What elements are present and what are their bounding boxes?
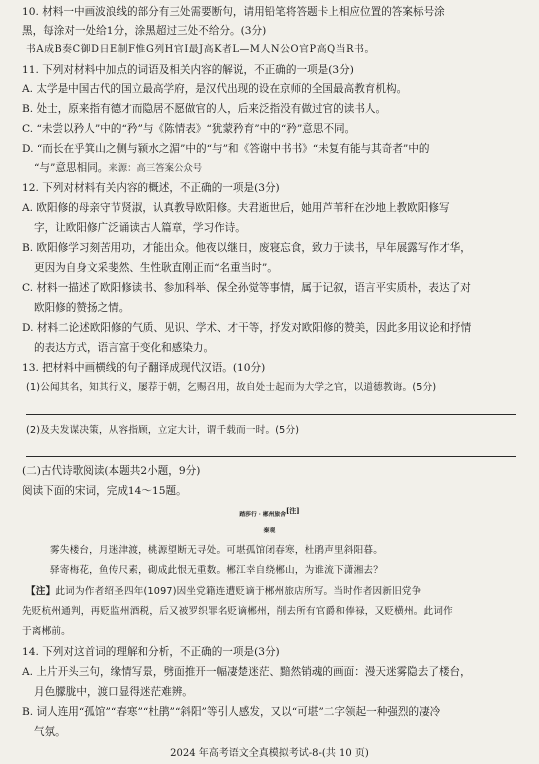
q10-stem-line1: 10. 材料一中画波浪线的部分有三处需要断句，请用铅笔将答题卡上相应位置的答案标号涂 xyxy=(22,6,445,18)
q11-option-d-line1: D. “而长在乎箕山之侧与颍水之湄”中的“与”和《答谢中书书》“未复有能与其奇者”中的 xyxy=(22,143,430,155)
q11-option-d-text: “与”意思相同。 xyxy=(34,162,109,174)
q10-stem-line2: 黑，每涂对一处给1分，涂黑超过三处不给分。(3分) xyxy=(22,25,267,37)
poem-title-note-mark: [注] xyxy=(286,506,300,515)
answer-line-1 xyxy=(26,414,516,415)
q14-option-a-line2: 月色朦胧中，渡口显得迷茫难辨。 xyxy=(34,686,193,698)
q14-option-b-line2: 气氛。 xyxy=(34,726,66,738)
page-footer: 2024 年高考语文全真模拟考试-8-(共 10 页) xyxy=(170,748,369,759)
poem-line-1: 雾失楼台，月迷津渡，桃源望断无寻处。可堪孤馆闭春寒，杜鹃声里斜阳暮。 xyxy=(50,545,383,556)
poem-line-2: 驿寄梅花，鱼传尺素，砌成此恨无重数。郴江幸自绕郴山，为谁流下潇湘去？ xyxy=(50,565,383,576)
q12-option-a-line1: A. 欧阳修的母亲守节贤淑，认真教导欧阳修。夫君逝世后，她用芦苇秆在沙地上教欧阳修写 xyxy=(22,202,450,214)
q12-option-a-line2: 字，让欧阳修广泛诵读古人篇章，学习作诗。 xyxy=(34,222,246,234)
poem-author: 秦观 xyxy=(263,528,276,534)
answer-line-2 xyxy=(26,456,516,457)
q11-stem: 11. 下列对材料中加点的词语及相关内容的解说，不正确的一项是(3分) xyxy=(22,64,354,76)
poem-note-line-1 xyxy=(26,585,421,599)
q13-sentence-1: (1)公闻其名，知其行义，屡荐于朝，乞赐召用，故自处士起而为大学之官，以道德教诲。(5分) xyxy=(26,382,437,393)
q14-stem: 14. 下列对这首词的理解和分析，不正确的一项是(3分) xyxy=(22,646,280,658)
q11-option-b: B. 处士，原来指有德才而隐居不愿做官的人，后来泛指没有做过官的读书人。 xyxy=(22,103,387,115)
q14-option-a-line1: A. 上片开头三句，缘情写景，劈面推开一幅凄楚迷茫、黯然销魂的画面：漫天迷雾隐去了楼台， xyxy=(22,666,471,678)
poem-note-text-1: 此词为作者绍圣四年(1097)因坐党籍连遭贬谪于郴州旅店所写。当时作者因新旧党争 xyxy=(55,586,422,597)
poem-section-heading: (二)古代诗歌阅读(本题共2小题，9分) xyxy=(22,465,201,477)
q12-option-d-line2: 的表达方式，语言富于变化和感染力。 xyxy=(34,342,215,354)
q14-option-b-line1: B. 词人连用“孤馆”“春寒”“杜鹃”“斜阳”等引人感发，又以“可堪”二字领起一种强烈的凄冷 xyxy=(22,706,441,718)
q12-option-b-line2: 更因为自身文采斐然、生性耿直刚正而“名重当时”。 xyxy=(34,262,278,274)
q13-sentence-2: (2)及夫发谋决策，从容指顾，立定大计，谓千载而一时。(5分) xyxy=(26,425,300,436)
poem-title-text: 踏莎行 · 郴州旅舍 xyxy=(239,511,286,518)
q11-option-d-line2 xyxy=(34,161,202,176)
q13-stem: 13. 把材料中画横线的句子翻译成现代汉语。(10分) xyxy=(22,362,266,374)
q12-option-d-line1: D. 材料二论述欧阳修的气质、见识、学术、才干等，抒发对欧阳修的赞美，因此多用议论和抒情 xyxy=(22,322,472,334)
q11-option-c: C. “未尝以矜人”中的“矜”与《陈情表》“犹蒙矜育”中的“矜”意思不同。 xyxy=(22,123,356,135)
q11-source-note: 来源：高三答案公众号 xyxy=(108,163,203,174)
poem-note-tag: 【注】 xyxy=(26,586,56,597)
q11-option-a: A. 太学是中国古代的国立最高学府，是汉代出现的设在京师的全国最高教育机构。 xyxy=(22,83,408,95)
q12-option-b-line1: B. 欧阳修学习刻苦用功，才能出众。他夜以继日，废寝忘食，致力于读书，早年展露写作才华， xyxy=(22,242,471,254)
poem-note-line-2: 先贬杭州通判，再贬监州酒税，后又被罗织罪名贬谪郴州，削去所有官爵和俸禄，又贬横州。此词作 xyxy=(22,606,453,617)
poem-note-line-3: 于离郴前。 xyxy=(22,626,71,637)
q12-option-c-line1: C. 材料一描述了欧阳修读书、参加科举、保全孙觉等事情，属于记叙，语言平实质朴，表达了对 xyxy=(22,282,471,294)
q10-punctuation-options: 书A成B奏C御D日E制F惟G列H官I最J高K者L—M人N公O官P高Q当R书。 xyxy=(26,44,375,55)
poem-title xyxy=(0,504,539,522)
q12-option-c-line2: 欧阳修的赞扬之情。 xyxy=(34,302,130,314)
poem-section-intro: 阅读下面的宋词，完成14～15题。 xyxy=(22,485,187,497)
q12-stem: 12. 下列对材料有关内容的概述，不正确的一项是(3分) xyxy=(22,182,280,194)
